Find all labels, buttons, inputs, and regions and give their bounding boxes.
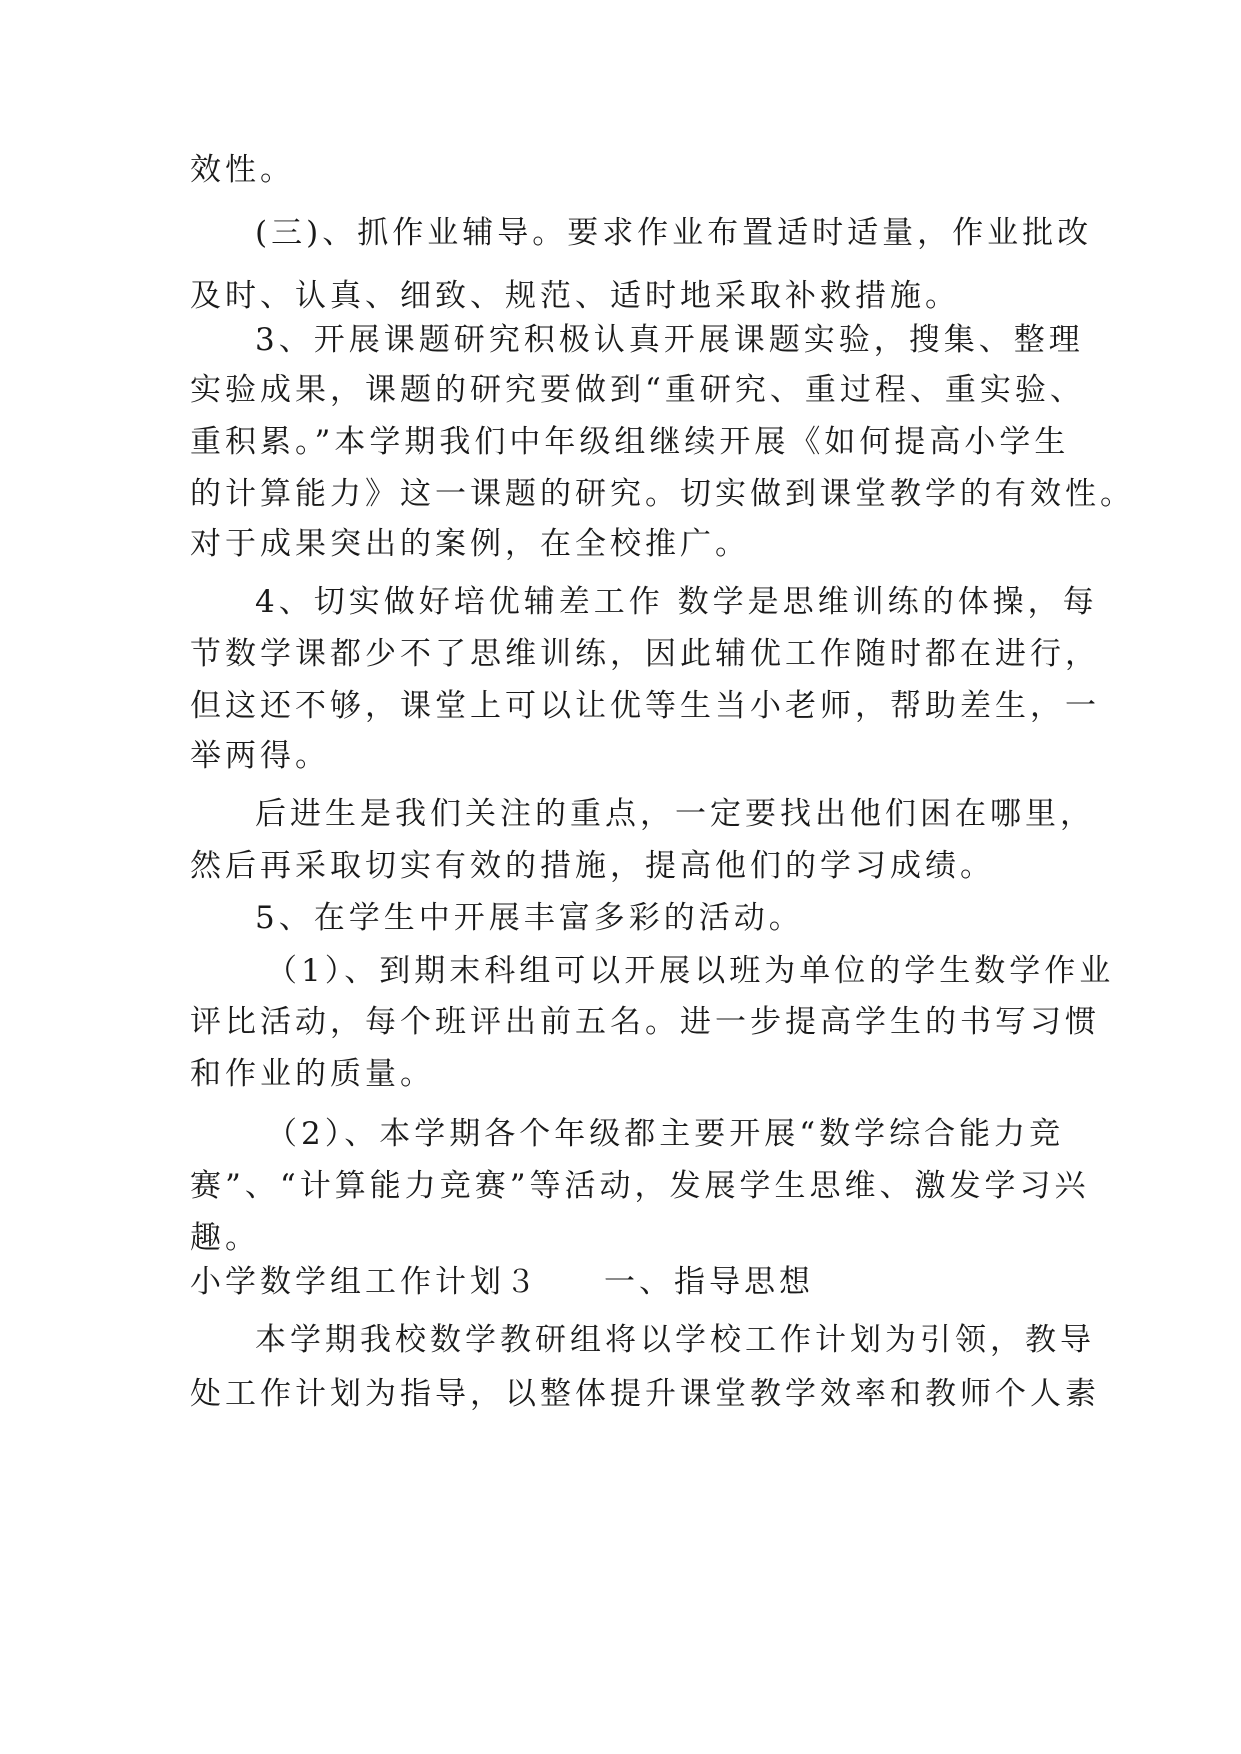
paragraph-line: （1）、到期末科组可以开展以班为单位的学生数学作业: [266, 953, 1115, 989]
paragraph-line: 本学期我校数学教研组将以学校工作计划为引领，教导: [255, 1322, 1095, 1358]
paragraph-line: 的计算能力》这一课题的研究。切实做到课堂教学的有效性。: [190, 476, 1135, 512]
paragraph-line: 5、在学生中开展丰富多彩的活动。: [255, 900, 804, 936]
paragraph-line: 节数学课都少不了思维训练，因此辅优工作随时都在进行，: [190, 636, 1100, 672]
paragraph-line: 举两得。: [190, 738, 330, 774]
paragraph-line: 对于成果突出的案例，在全校推广。: [190, 526, 750, 562]
paragraph-line: 但这还不够，课堂上可以让优等生当小老师，帮助差生，一: [190, 688, 1100, 724]
paragraph-line: 和作业的质量。: [190, 1056, 435, 1092]
paragraph-line: 重积累。”本学期我们中年级组继续开展《如何提高小学生: [190, 424, 1070, 460]
plan-title: 小学数学组工作计划３: [190, 1264, 540, 1300]
paragraph-line: 然后再采取切实有效的措施，提高他们的学习成绩。: [190, 848, 995, 884]
paragraph-line: 3、开展课题研究积极认真开展课题实验，搜集、整理: [255, 322, 1084, 358]
paragraph-line: 后进生是我们关注的重点，一定要找出他们困在哪里，: [255, 796, 1095, 832]
paragraph-line: 赛”、“计算能力竞赛”等活动，发展学生思维、激发学习兴: [190, 1168, 1090, 1204]
paragraph-line: 4、切实做好培优辅差工作 数学是思维训练的体操，每: [255, 584, 1098, 620]
paragraph-line: 实验成果，课题的研究要做到“重研究、重过程、重实验、: [190, 372, 1085, 408]
paragraph-line: (三)、抓作业辅导。要求作业布置适时适量，作业批改: [255, 215, 1093, 251]
paragraph-line: 及时、认真、细致、规范、适时地采取补救措施。: [190, 278, 960, 314]
paragraph-line: 处工作计划为指导，以整体提升课堂教学效率和教师个人素: [190, 1376, 1100, 1412]
section-heading: [190, 1262, 1050, 1302]
section-title: 一、指导思想: [604, 1264, 814, 1300]
paragraph-line: 评比活动，每个班评出前五名。进一步提高学生的书写习惯: [190, 1004, 1100, 1040]
paragraph-line: 效性。: [190, 152, 295, 188]
paragraph-line: （2）、本学期各个年级都主要开展“数学综合能力竞: [266, 1116, 1065, 1152]
paragraph-line: 趣。: [190, 1220, 260, 1256]
